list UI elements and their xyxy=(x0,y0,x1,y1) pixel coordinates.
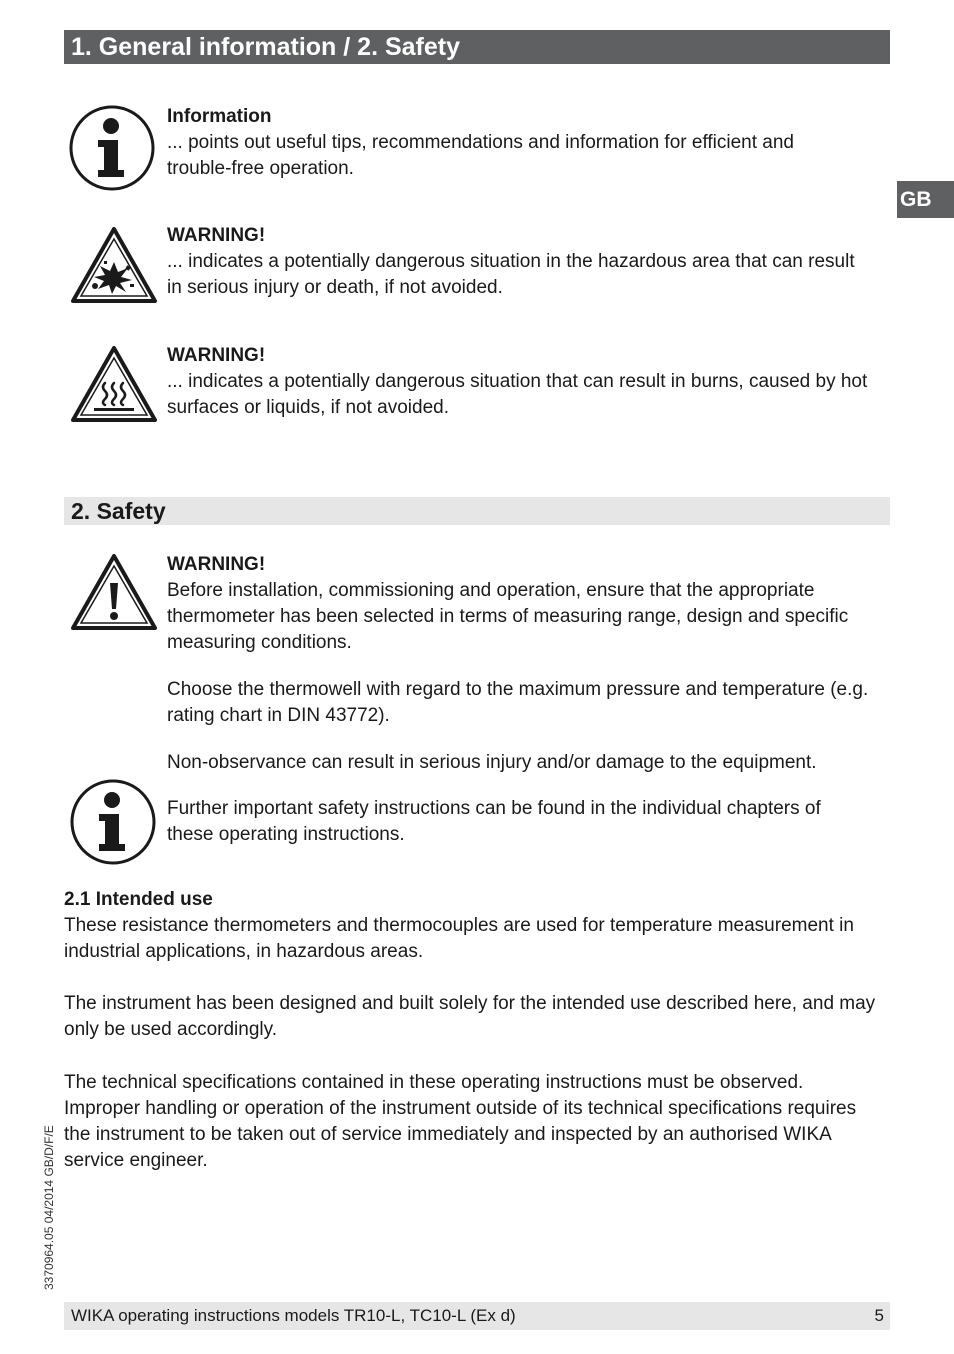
non-observance-paragraph: Non-observance can result in serious injury and/or damage to the equipment. xyxy=(167,752,817,773)
hot-surface-warning-icon xyxy=(70,345,158,423)
explosion-warning-icon xyxy=(70,226,158,304)
safety-warning-text: Before installation, commissioning and operation, ensure that the appropriate thermometer has been selected in terms of measuring range, design and specific measuring conditions. xyxy=(167,580,849,653)
footer-text: WIKA operating instructions models TR10-L, TC10-L (Ex d) xyxy=(71,1306,516,1325)
explosion-warning-heading: WARNING! xyxy=(167,225,266,246)
hot-surface-warning-heading: WARNING! xyxy=(167,345,266,366)
intended-use-paragraph-1: These resistance thermometers and thermocouples are used for temperature measurement in industrial applications, in hazardous areas. xyxy=(64,915,854,962)
page-title: 1. General information / 2. Safety xyxy=(64,30,890,64)
thermowell-paragraph: Choose the thermowell with regard to the maximum pressure and temperature (e.g. rating chart in DIN 43772). xyxy=(167,679,869,726)
safety-warning-heading: WARNING! xyxy=(167,554,266,575)
page-number: 5 xyxy=(874,1306,884,1325)
section-title-safety: 2. Safety xyxy=(64,497,890,525)
general-warning-icon xyxy=(70,553,158,631)
information-icon xyxy=(69,778,157,866)
info-symbol-text: ... points out useful tips, recommendations and information for efficient and trouble-free operation. xyxy=(167,132,794,179)
hot-surface-warning-text: ... indicates a potentially dangerous situation that can result in burns, caused by hot surfaces or liquids, if not avoided. xyxy=(167,371,868,418)
further-safety-info-text: Further important safety instructions can be found in the individual chapters of these operating instructions. xyxy=(167,798,821,845)
explosion-warning-text: ... indicates a potentially dangerous situation in the hazardous area that can result in serious injury or death, if not avoided. xyxy=(167,251,855,298)
intended-use-paragraph-3: The technical specifications contained in these operating instructions must be observed. Improper handling or operation of the instrument outside of its technical specifications requires the instrument to be taken out of service immediately and inspected by an authorised WIKA service engineer. xyxy=(64,1072,857,1171)
information-icon xyxy=(68,104,156,192)
info-symbol-heading: Information xyxy=(167,106,272,127)
document-code: 3370964.05 04/2014 GB/D/F/E xyxy=(42,1125,56,1290)
language-tab: GB xyxy=(897,181,954,218)
intended-use-heading: 2.1 Intended use xyxy=(64,889,213,910)
intended-use-paragraph-2: The instrument has been designed and built solely for the intended use described here, and may only be used accordingly. xyxy=(64,993,876,1040)
